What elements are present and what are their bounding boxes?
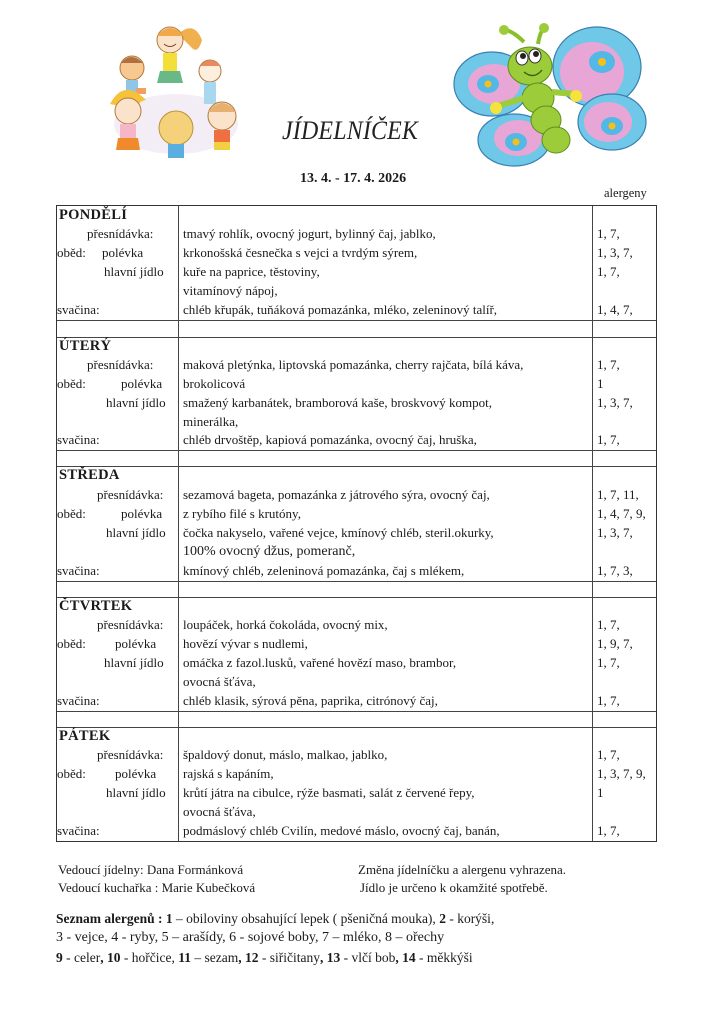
allergen-name: vlčí bob	[351, 950, 396, 965]
food-text: ovocná šťáva,	[183, 804, 256, 819]
food-text: špaldový donut, máslo, malkao, jablko,	[183, 747, 388, 762]
allergen-number: 13	[326, 950, 341, 965]
children-circle-illustration	[92, 16, 260, 166]
allergen-name: sojové boby,	[247, 930, 322, 945]
allergen-codes: 1, 7,	[597, 655, 620, 670]
allergen-codes: 1, 7,	[597, 747, 620, 762]
butterfly-illustration	[452, 22, 648, 170]
menu-row-drink	[57, 283, 656, 302]
day-block-tuesday	[57, 337, 656, 451]
allergen-sep: –	[172, 911, 187, 926]
menu-row-drink	[57, 674, 656, 693]
meal-label: hlavní jídlo	[104, 264, 164, 279]
menu-row-drink	[57, 414, 656, 433]
food-text: tmavý rohlík, ovocný jogurt, bylinný čaj, jablko,	[183, 226, 436, 241]
menu-row-snack-pm	[57, 563, 656, 582]
meal-label: přesnídávka:	[97, 747, 164, 762]
meal-label: hlavní jídlo	[106, 395, 166, 410]
allergen-sep: -	[62, 950, 74, 965]
allergen-name: vejce,	[74, 930, 112, 945]
allergen-number: 2	[439, 911, 446, 926]
allergen-legend-line-1	[56, 911, 494, 927]
allergen-codes: 1, 7,	[597, 264, 620, 279]
menu-row-snack-am	[57, 747, 656, 766]
menu-row-main	[57, 655, 656, 674]
allergen-legend-title: Seznam alergenů :	[56, 911, 163, 926]
allergen-number: 1	[165, 911, 173, 926]
allergen-legend-line-3: 9 - celer, 10 - hořčice, 11 – sezam, 12 - siřičitany, 13 - vlčí bob, 14 - měkkýši	[56, 950, 473, 965]
day-name: ÚTERÝ	[59, 338, 112, 354]
meal-label: oběd:	[57, 636, 86, 651]
day-name: PONDĚLÍ	[59, 207, 128, 223]
food-text: brokolicová	[183, 376, 246, 391]
meal-label: svačina:	[57, 563, 100, 578]
allergen-name: celer	[74, 950, 101, 965]
canteen-head: Vedoucí jídelny: Dana Formánková	[58, 862, 244, 877]
meal-label: oběd:	[57, 245, 86, 260]
menu-row-soup	[57, 376, 656, 395]
allergen-codes: 1, 4, 7, 9,	[597, 506, 646, 521]
page-title: JÍDELNÍČEK	[282, 116, 419, 145]
food-text: čočka nakyselo, vařené vejce, kmínový chléb, steril.okurky,	[183, 525, 494, 540]
allergen-number: 11	[178, 950, 191, 965]
allergen-codes: 1, 3, 7, 9,	[597, 766, 646, 781]
meal-label: přesnídávka:	[97, 487, 164, 502]
menu-row-main	[57, 785, 656, 804]
food-text: maková pletýnka, liptovská pomazánka, cherry rajčata, bílá káva,	[183, 357, 524, 372]
menu-row-snack-pm	[57, 432, 656, 451]
menu-row-soup	[57, 766, 656, 785]
food-text: kuře na paprice, těstoviny,	[183, 264, 320, 279]
food-text: smažený karbanátek, bramborová kaše, broskvový kompot,	[183, 395, 493, 410]
food-text: chléb klasik, sýrová pěna, paprika, citrónový čaj,	[183, 693, 438, 708]
meal-label: přesnídávka:	[97, 617, 164, 632]
meal-label: svačina:	[57, 693, 100, 708]
child-figure	[157, 27, 202, 83]
food-text: 100% ovocný džus, pomeranč,	[183, 544, 356, 559]
allergen-codes: 1, 7, 3,	[597, 563, 633, 578]
allergen-codes: 1, 7,	[597, 693, 620, 708]
allergen-codes: 1, 3, 7,	[597, 525, 633, 540]
menu-row-main	[57, 525, 656, 544]
meal-label: svačina:	[57, 302, 100, 317]
allergen-name: arašídy,	[182, 930, 230, 945]
menu-row-snack-pm	[57, 693, 656, 712]
consumption-note: Jídlo je určeno k okamžité spotřebě.	[360, 880, 548, 895]
menu-row-snack-am	[57, 226, 656, 245]
allergen-column-header: alergeny	[604, 186, 647, 200]
meal-label: hlavní jídlo	[106, 785, 166, 800]
allergen-codes: 1, 3, 7,	[597, 395, 633, 410]
food-text: loupáček, horká čokoláda, ovocný mix,	[183, 617, 388, 632]
day-name: STŘEDA	[59, 467, 120, 483]
food-text: rajská s kapáním,	[183, 766, 274, 781]
food-text: krkonošská česnečka s vejci a tvrdým sýrem,	[183, 245, 418, 260]
allergen-name: mléko,	[343, 930, 385, 945]
meal-label: přesnídávka:	[87, 226, 154, 241]
meal-label: svačina:	[57, 823, 100, 838]
meal-label: polévka	[115, 636, 157, 651]
meal-label: oběd:	[57, 506, 86, 521]
food-text: minerálka,	[183, 414, 239, 429]
allergen-sep: –	[190, 950, 205, 965]
allergen-sep: –	[392, 930, 406, 945]
allergen-sep: -	[63, 930, 75, 945]
allergen-number: 6	[229, 930, 237, 945]
allergen-codes: 1, 9, 7,	[597, 636, 633, 651]
allergen-codes: 1, 7, 11,	[597, 487, 639, 502]
allergen-codes: 1	[597, 785, 604, 800]
allergen-number: 9	[56, 950, 63, 965]
menu-row-soup	[57, 636, 656, 655]
allergen-sep: -	[415, 950, 427, 965]
change-note: Změna jídelníčku a alergenu vyhrazena.	[358, 862, 567, 877]
day-block-monday	[57, 206, 656, 320]
menu-row-drink	[57, 544, 656, 563]
allergen-name: obiloviny obsahující lepek ( pšeničná mouka),	[186, 911, 440, 926]
meal-label: hlavní jídlo	[106, 525, 166, 540]
allergen-name: korýši,	[457, 911, 495, 926]
allergen-codes: 1, 7,	[597, 226, 620, 241]
food-text: omáčka z fazol.lusků, vařené hovězí maso, brambor,	[183, 655, 457, 670]
child-figure	[120, 56, 146, 94]
allergen-number: 8	[385, 930, 392, 945]
day-name: ČTVRTEK	[59, 598, 133, 614]
meal-label: svačina:	[57, 432, 100, 447]
allergen-codes: 1, 7,	[597, 432, 620, 447]
day-name: PÁTEK	[59, 728, 111, 744]
head-cook: Vedoucí kuchařka : Marie Kubečková	[58, 880, 256, 895]
allergen-sep: –	[168, 930, 183, 945]
allergen-codes: 1, 3, 7,	[597, 245, 633, 260]
menu-table	[56, 205, 657, 842]
meal-label: oběd:	[57, 766, 86, 781]
allergen-codes: 1, 7,	[597, 357, 620, 372]
food-text: ovocná šťáva,	[183, 674, 256, 689]
menu-row-drink	[57, 804, 656, 823]
meal-label: polévka	[121, 506, 163, 521]
menu-row-soup	[57, 506, 656, 525]
menu-row-snack-am	[57, 617, 656, 636]
allergen-sep: -	[340, 950, 352, 965]
food-text: chléb křupák, tuňáková pomazánka, mléko, zeleninový talíř,	[183, 302, 498, 317]
menu-row-soup	[57, 245, 656, 264]
meal-label: polévka	[115, 766, 157, 781]
food-text: hovězí vývar s nudlemi,	[183, 636, 308, 651]
date-range: 13. 4. - 17. 4. 2026	[300, 171, 407, 186]
allergen-name: ryby,	[129, 930, 162, 945]
allergen-name: sezam	[204, 950, 239, 965]
menu-row-snack-am	[57, 487, 656, 506]
food-text: sezamová bageta, pomazánka z játrového sýra, ovocný čaj,	[183, 487, 490, 502]
allergen-sep: -	[118, 930, 130, 945]
day-block-friday	[57, 727, 656, 841]
meal-label: přesnídávka:	[87, 357, 154, 372]
menu-row-main	[57, 264, 656, 283]
allergen-codes: 1	[597, 376, 604, 391]
allergen-number: 4	[111, 930, 119, 945]
food-text: krůtí játra na cibulce, rýže basmati, salát z červené řepy,	[183, 785, 475, 800]
menu-row-main	[57, 395, 656, 414]
allergen-codes: 1, 7,	[597, 617, 620, 632]
allergen-number: 12	[244, 950, 259, 965]
allergen-name: ořechy	[406, 930, 445, 945]
menu-row-snack-pm	[57, 823, 656, 842]
allergen-number: 3	[56, 930, 63, 945]
allergen-codes: 1, 4, 7,	[597, 302, 633, 317]
meal-label: polévka	[102, 245, 144, 260]
food-text: z rybího filé s krutóny,	[183, 506, 301, 521]
allergen-sep: -	[120, 950, 132, 965]
meal-label: polévka	[121, 376, 163, 391]
meal-label: hlavní jídlo	[104, 655, 164, 670]
allergen-name: měkkýši	[426, 950, 473, 965]
menu-row-snack-am	[57, 357, 656, 376]
allergen-name: hořčice	[131, 950, 172, 965]
allergen-sep: -	[236, 930, 248, 945]
meal-label: oběd:	[57, 376, 86, 391]
allergen-sep: -	[445, 911, 458, 926]
allergen-number: 10	[106, 950, 121, 965]
allergen-legend-line-2	[56, 930, 444, 946]
food-text: podmáslový chléb Cvilín, medové máslo, ovocný čaj, banán,	[183, 823, 500, 838]
day-block-thursday	[57, 597, 656, 711]
allergen-name: siřičitany	[269, 950, 320, 965]
allergen-number: 14	[402, 950, 416, 965]
allergen-sep: –	[329, 930, 343, 945]
allergen-codes: 1, 7,	[597, 823, 620, 838]
allergen-number: 5	[161, 930, 169, 945]
allergen-sep: -	[258, 950, 270, 965]
day-block-wednesday	[57, 466, 656, 580]
food-text: chléb drvoštěp, kapiová pomazánka, ovocný čaj, hruška,	[183, 432, 477, 447]
food-text: kmínový chléb, zeleninová pomazánka, čaj s mlékem,	[183, 563, 465, 578]
menu-row-snack-pm	[57, 302, 656, 321]
allergen-number: 7	[322, 930, 329, 945]
food-text: vitamínový nápoj,	[183, 283, 278, 298]
